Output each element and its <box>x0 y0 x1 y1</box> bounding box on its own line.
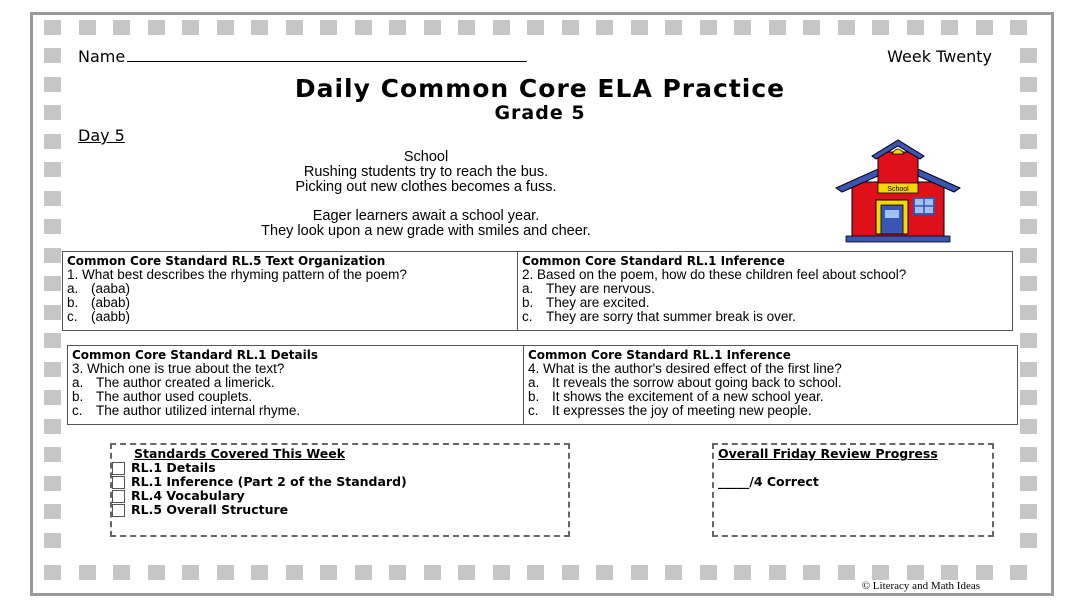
border-square <box>907 565 924 580</box>
standard-checkbox-item[interactable]: RL.5 Overall Structure <box>112 503 568 517</box>
copyright: © Literacy and Math Ideas <box>861 580 980 592</box>
border-square <box>1020 162 1037 177</box>
grade-subtitle: Grade 5 <box>494 102 586 124</box>
answer-option[interactable]: a. They are nervous. <box>522 281 655 296</box>
question-box-4 <box>523 345 1018 425</box>
progress-title: Overall Friday Review Progress <box>718 446 938 461</box>
question-box-1 <box>62 251 518 331</box>
border-square <box>44 219 61 234</box>
day-label: Day 5 <box>78 126 125 145</box>
border-square <box>527 565 544 580</box>
border-square <box>596 20 613 35</box>
border-square <box>1020 248 1037 263</box>
border-square <box>1020 333 1037 348</box>
week-label: Week Twenty <box>887 47 992 66</box>
border-square <box>251 20 268 35</box>
name-field[interactable] <box>78 47 527 66</box>
border-square <box>872 20 889 35</box>
answer-option[interactable]: a. It reveals the sorrow about going back to school. <box>528 375 842 390</box>
border-square <box>355 565 372 580</box>
border-square <box>44 20 61 35</box>
border-square <box>424 565 441 580</box>
border-square <box>769 20 786 35</box>
answer-option[interactable]: c. (aabb) <box>67 309 131 324</box>
border-square <box>976 20 993 35</box>
border-square <box>320 565 337 580</box>
border-square <box>44 134 61 149</box>
poem-line: Rushing students try to reach the bus. <box>303 164 549 180</box>
answer-option[interactable]: c. It expresses the joy of meeting new people. <box>528 403 812 418</box>
border-square <box>1020 134 1037 149</box>
schoolhouse-icon <box>834 138 962 244</box>
border-square <box>286 565 303 580</box>
border-square <box>1020 48 1037 63</box>
friday-progress-box <box>712 443 994 537</box>
border-square <box>79 20 96 35</box>
border-square <box>286 20 303 35</box>
border-square <box>562 565 579 580</box>
border-square <box>803 20 820 35</box>
border-square <box>217 565 234 580</box>
border-square <box>700 20 717 35</box>
border-square <box>665 565 682 580</box>
border-square <box>44 162 61 177</box>
question-text: 2. Based on the poem, how do these children feel about school? <box>522 267 907 282</box>
standard-heading: Common Core Standard RL.1 Inference <box>522 254 785 268</box>
border-square <box>596 565 613 580</box>
border-square <box>251 565 268 580</box>
border-square <box>1020 476 1037 491</box>
standard-heading: Common Core Standard RL.1 Inference <box>528 348 791 362</box>
border-square <box>665 20 682 35</box>
border-square <box>44 390 61 405</box>
border-square <box>113 565 130 580</box>
border-square <box>1020 447 1037 462</box>
border-square <box>44 48 61 63</box>
border-square <box>355 20 372 35</box>
border-square <box>44 362 61 377</box>
border-square <box>941 565 958 580</box>
checkbox[interactable] <box>112 490 125 503</box>
border-square <box>1020 362 1037 377</box>
score-line[interactable]: _____/4 Correct <box>718 474 819 489</box>
border-square <box>734 565 751 580</box>
border-square <box>1020 533 1037 548</box>
border-square <box>44 533 61 548</box>
question-box-3 <box>67 345 524 425</box>
border-square <box>44 565 61 580</box>
poem-title: School <box>403 149 449 165</box>
border-square <box>113 20 130 35</box>
poem <box>196 150 656 239</box>
checkbox[interactable] <box>112 462 125 475</box>
border-square <box>1010 20 1027 35</box>
border-square <box>1020 419 1037 434</box>
border-square <box>1020 390 1037 405</box>
border-square <box>872 565 889 580</box>
border-square <box>769 565 786 580</box>
border-square <box>1020 305 1037 320</box>
standard-heading: Common Core Standard RL.5 Text Organization <box>67 254 386 268</box>
border-square <box>148 565 165 580</box>
border-square <box>44 276 61 291</box>
answer-option[interactable]: b. The author used couplets. <box>72 389 253 404</box>
border-square <box>217 20 234 35</box>
border-square <box>493 20 510 35</box>
border-square <box>631 565 648 580</box>
answer-option[interactable]: b. They are excited. <box>522 295 650 310</box>
border-square <box>907 20 924 35</box>
border-square <box>458 565 475 580</box>
answer-option[interactable]: b. It shows the excitement of a new school year. <box>528 389 824 404</box>
border-square <box>79 565 96 580</box>
border-square <box>976 565 993 580</box>
answer-option[interactable]: c. The author utilized internal rhyme. <box>72 403 301 418</box>
border-square <box>1020 191 1037 206</box>
page-title: Daily Common Core ELA Practice <box>294 74 786 103</box>
border-square <box>44 504 61 519</box>
checkbox[interactable] <box>112 504 125 517</box>
standards-title: Standards Covered This Week <box>134 446 346 461</box>
border-square <box>44 305 61 320</box>
border-square <box>182 20 199 35</box>
question-box-2 <box>517 251 1013 331</box>
border-square <box>424 20 441 35</box>
school-sign-text: School <box>887 186 909 193</box>
border-square <box>1020 276 1037 291</box>
standards-covered-box <box>110 443 570 537</box>
border-square <box>1020 219 1037 234</box>
standard-checkbox-item[interactable]: RL.1 Details <box>112 461 568 475</box>
border-square <box>44 419 61 434</box>
border-square <box>44 191 61 206</box>
question-text: 3. Which one is true about the text? <box>72 361 285 376</box>
checkbox[interactable] <box>112 476 125 489</box>
border-square <box>493 565 510 580</box>
question-text: 4. What is the author's desired effect of the first line? <box>528 361 842 376</box>
border-square <box>838 20 855 35</box>
border-square <box>700 565 717 580</box>
name-label: Name <box>78 47 126 66</box>
poem-line: They look upon a new grade with smiles and cheer. <box>261 223 591 239</box>
poem-line: Eager learners await a school year. <box>312 208 540 224</box>
border-square <box>941 20 958 35</box>
answer-option[interactable]: b. (abab) <box>67 295 131 310</box>
border-square <box>148 20 165 35</box>
border-square <box>44 476 61 491</box>
answer-option[interactable]: a. (aaba) <box>67 281 131 296</box>
border-square <box>182 565 199 580</box>
border-square <box>734 20 751 35</box>
answer-option[interactable]: a. The author created a limerick. <box>72 375 275 390</box>
standard-heading: Common Core Standard RL.1 Details <box>72 348 318 362</box>
border-square <box>389 20 406 35</box>
border-square <box>562 20 579 35</box>
border-square <box>1020 504 1037 519</box>
border-square <box>44 248 61 263</box>
answer-option[interactable]: c. They are sorry that summer break is over. <box>522 309 796 324</box>
border-square <box>1010 565 1027 580</box>
border-square <box>44 447 61 462</box>
border-square <box>838 565 855 580</box>
border-square <box>44 333 61 348</box>
border-square <box>389 565 406 580</box>
question-text: 1. What best describes the rhyming pattern of the poem? <box>67 267 407 282</box>
border-square <box>458 20 475 35</box>
standard-checkbox-item[interactable]: RL.4 Vocabulary <box>112 489 568 503</box>
standard-checkbox-item[interactable]: RL.1 Inference (Part 2 of the Standard) <box>112 475 568 489</box>
border-square <box>803 565 820 580</box>
border-square <box>320 20 337 35</box>
border-square <box>631 20 648 35</box>
border-square <box>527 20 544 35</box>
name-line[interactable] <box>127 47 527 62</box>
poem-line: Picking out new clothes becomes a fuss. <box>295 179 557 195</box>
